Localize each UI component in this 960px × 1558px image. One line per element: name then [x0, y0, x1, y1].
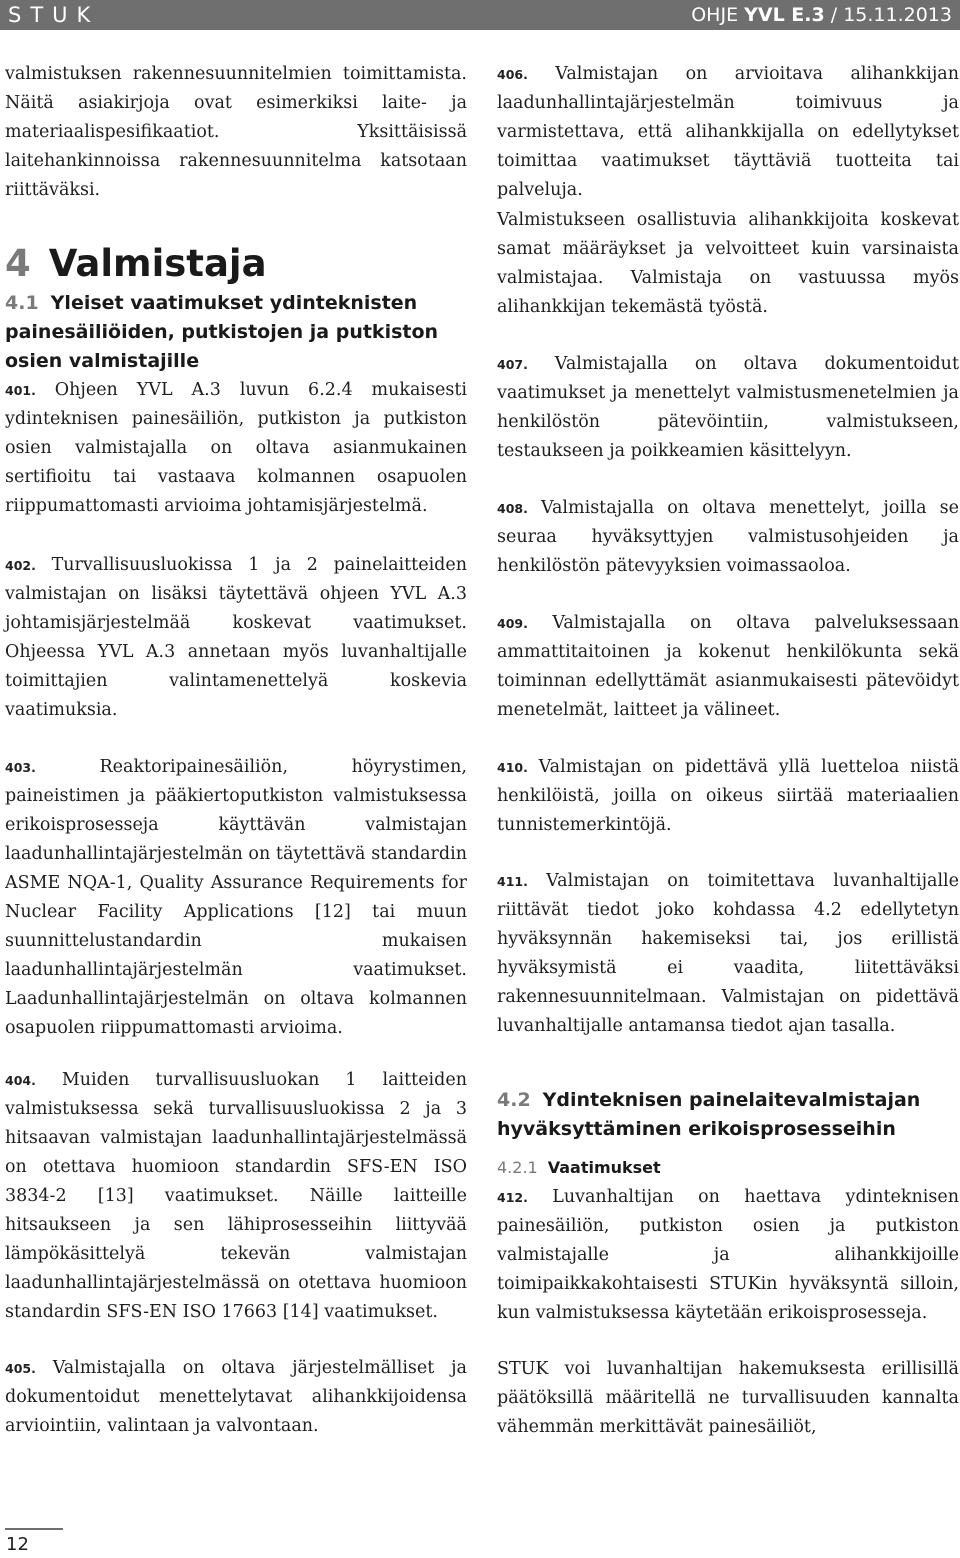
- paragraph-text: Valmistajalla on oltava järjestelmälliset ja dokumentoidut menettelytavat alihankkijoidensa arviointiin, valintaan ja valvontaan.: [5, 1358, 467, 1436]
- paragraph-405: [5, 1354, 467, 1441]
- paragraph-number: 407.: [497, 357, 528, 372]
- section-number: 4: [5, 242, 31, 285]
- paragraph-403: [5, 753, 467, 1043]
- paragraph-number: 408.: [497, 501, 528, 516]
- guide-prefix: OHJE: [691, 4, 745, 26]
- page-number: 12: [6, 1534, 29, 1555]
- brand-label: STUK: [8, 3, 100, 27]
- paragraph-text: Valmistajan on pidettävä yllä luetteloa niistä henkilöistä, joilla on oikeus siirtää materiaalien tunnistemerkintöjä.: [497, 757, 959, 835]
- paragraph-412: [497, 1183, 959, 1328]
- paragraph-text: Reaktoripainesäiliön, höyrystimen, paineistimen ja pääkiertoputkiston valmistuksessa erikoisprosesseja käyttävän valmistajan laadunhallintajärjestelmän on täytettävä standardin ASME NQA-1, Quality Assurance Requirements for Nuclear Facility Applications [12] tai muun suunnittelustandardin mukaisen laadunhallintajärjestelmän vaatimukset. Laadunhallintajärjestelmän on oltava kolmannen osapuolen riippumattomasti arvioima.: [5, 757, 467, 1038]
- paragraph-410: [497, 753, 959, 840]
- guide-code: YVL E.3: [744, 4, 825, 26]
- paragraph-text: Valmistajan on toimitettava luvanhaltijalle riittävät tiedot joko kohdassa 4.2 edellytetyn hyväksynnän hakemiseksi tai, jos erillistä hyväksymistä ei vaadita, liitettäväksi rakennesuunnitelmaan. Valmistajan on pidettävä luvanhaltijalle antamansa tiedot ajan tasalla.: [497, 871, 959, 1036]
- paragraph-406-continued: Valmistukseen osallistuvia alihankkijoita koskevat samat määräykset ja velvoitteet kuin varsinaista valmistajaa. Valmistaja on vastuussa myös alihankkijan tekemästä työstä.: [497, 210, 959, 317]
- paragraph-number: 409.: [497, 616, 528, 631]
- paragraph-412-continued: STUK voi luvanhaltijan hakemuksesta erillisillä päätöksillä määritellä ne turvallisuuden kannalta vähemmän merkittävät painesäiliöt,: [497, 1359, 959, 1437]
- paragraph-number: 402.: [5, 558, 36, 573]
- paragraph-text: Valmistajalla on oltava dokumentoidut vaatimukset ja menettelyt valmistusmenetelmien ja henkilöstön pätevöintiin, valmistukseen, testaukseen ja poikkeamien käsittelyyn.: [497, 354, 959, 461]
- paragraph-406: [497, 60, 959, 205]
- paragraph-402: [5, 551, 467, 725]
- subsection-heading-4-1: [5, 289, 467, 376]
- subsection-title: Yleiset vaatimukset ydinteknisten painesäiliöiden, putkistojen ja putkiston osien valmistajille: [5, 292, 439, 372]
- paragraph-411: [497, 867, 959, 1041]
- paragraph-407: [497, 350, 959, 466]
- paragraph-number: 411.: [497, 874, 528, 889]
- subsection-title: Ydinteknisen painelaitevalmistajan hyväksyttäminen erikoisprosesseihin: [497, 1089, 921, 1140]
- paragraph-text: Muiden turvallisuusluokan 1 laitteiden valmistuksessa sekä turvallisuusluokissa 2 ja 3 hitsaavan valmistajan laadunhallintajärjestelmässä on otettava huomioon standardin SFS-EN ISO 3834-2 [13] vaatimukset. Näille laitteille hitsaukseen ja sen lähiprosesseihin liittyvää lämpökäsittelyä tekevän valmistajan laadunhallintajärjestelmässä on otettava huomioon standardin SFS-EN ISO 17663 [14] vaatimukset.: [5, 1070, 467, 1322]
- subsubsection-number: 4.2.1: [497, 1158, 538, 1177]
- paragraph-number: 406.: [497, 67, 528, 82]
- paragraph-409: [497, 609, 959, 725]
- paragraph-408: [497, 494, 959, 581]
- paragraph-number: 404.: [5, 1073, 36, 1088]
- footer-rule: [5, 1528, 63, 1530]
- paragraph-number: 405.: [5, 1361, 36, 1376]
- section-heading: [5, 240, 267, 288]
- paragraph-text: Ohjeen YVL A.3 luvun 6.2.4 mukaisesti ydinteknisen painesäiliön, putkiston ja putkiston osien valmistajalla on oltava asianmukainen sertifioitu tai vastaava kolmannen osapuolen riippumattomasti arvioima johtamisjärjestelmä.: [5, 380, 467, 516]
- guide-reference: [691, 3, 952, 27]
- paragraph-number: 401.: [5, 383, 36, 398]
- paragraph-text: Valmistajan on arvioitava alihankkijan laadunhallintajärjestelmän toimivuus ja varmistettava, että alihankkijalla on edellytykset toimittaa vaatimukset täyttäviä tuotteita tai palveluja.: [497, 64, 959, 200]
- paragraph-404: [5, 1066, 467, 1327]
- page-header: [0, 0, 960, 30]
- section-title: Valmistaja: [48, 242, 267, 285]
- paragraph-text: Valmistajalla on oltava palveluksessaan ammattitaitoinen ja kokenut henkilökunta sekä toiminnan edellyttämät asianmukaisesti pätevöidyt menetelmät, laitteet ja välineet.: [497, 613, 959, 720]
- subsection-heading-4-2: [497, 1086, 959, 1144]
- paragraph-text: Valmistajalla on oltava menettelyt, joilla se seuraa hyväksyttyjen valmistusohjeiden ja henkilöstön pätevyyksien voimassaoloa.: [497, 498, 959, 576]
- guide-date: / 15.11.2013: [824, 4, 952, 26]
- intro-paragraph: valmistuksen rakennesuunnitelmien toimittamista. Näitä asiakirjoja ovat esimerkiksi laite- ja materiaalispesifikaatiot. Yksittäisissä laitehankinnoissa rakennesuunnitelma katsotaan riittäväksi.: [5, 64, 467, 200]
- paragraph-text: Luvanhaltijan on haettava ydinteknisen painesäiliön, putkiston osien ja putkiston valmistajalle ja alihankkijoille toimipaikkakohtaisesti STUKin hyväksyntä silloin, kun valmistuksessa käytetään erikoisprosesseja.: [497, 1187, 959, 1323]
- subsection-number: 4.2: [497, 1089, 531, 1111]
- paragraph-number: 410.: [497, 760, 528, 775]
- subsubsection-title: Vaatimukset: [547, 1158, 661, 1177]
- paragraph-401: [5, 376, 467, 521]
- paragraph-text: Turvallisuusluokissa 1 ja 2 painelaitteiden valmistajan on lisäksi täytettävä ohjeen YVL A.3 johtamisjärjestelmää koskevat vaatimukset. Ohjeessa YVL A.3 annetaan myös luvanhaltijalle toimittajien valintamenettelyä koskevia vaatimuksia.: [5, 555, 467, 720]
- subsubsection-heading-4-2-1: [497, 1156, 661, 1180]
- subsection-number: 4.1: [5, 292, 39, 314]
- paragraph-number: 412.: [497, 1190, 528, 1205]
- paragraph-number: 403.: [5, 760, 36, 775]
